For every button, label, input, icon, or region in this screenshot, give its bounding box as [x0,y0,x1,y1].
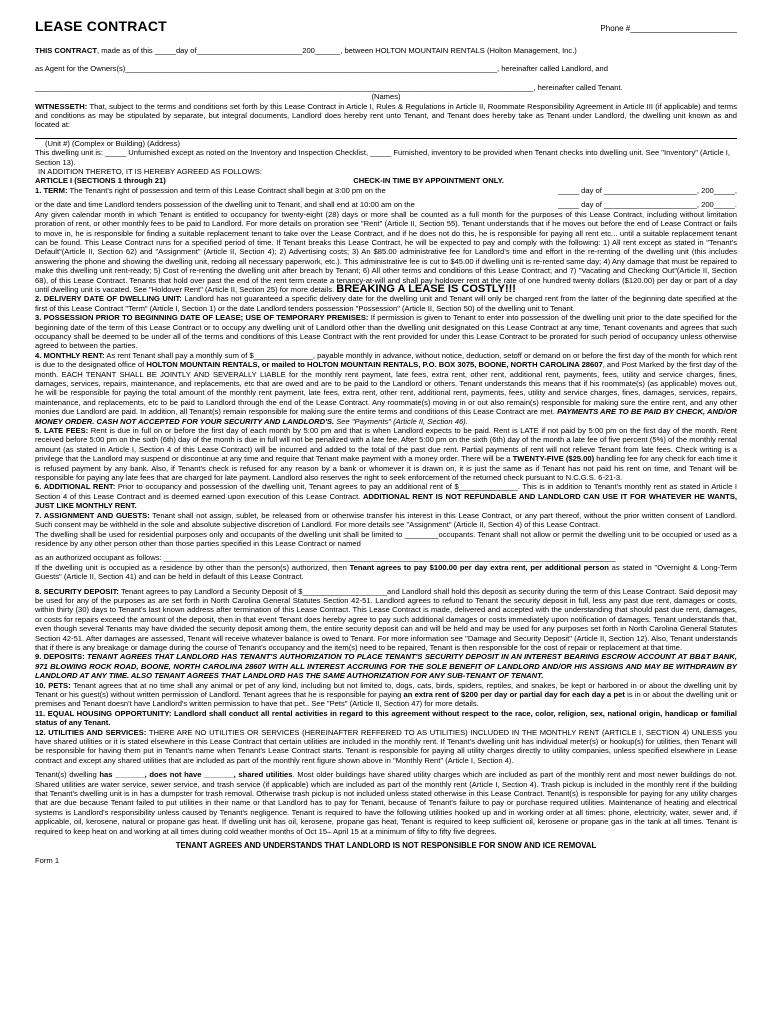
section-4 [35,351,737,426]
section-8-text: Tenant agrees to pay Landlord a Security Deposit of $____________________and Landlord shall hold this deposit as security during the term of this Lease Contract. Said deposit may be used for any of the purposes as are set forth in North Carolina General Statutes Section 42-51. Landlord agrees to refund to Tenant the security deposit in full, less any past due rent, damages or costs, within thirty (30) days to Tenant's last known address after termination of this Lease Contract. This Lease Contract is made, delivered and accepted with the understanding that should past due rent, damages, or costs for repairs exceed the amount of the deposit, then in that event Tenant does hereby agree to pay such additional damages or costs immediately upon notification of damages. Tenant understands that, even though several Tenants may have divided the security deposit among them, the entire security deposit can and will be held and may be used for any purposes set forth in North Carolina General Statutes Section 42-51. After damages are assessed, Tenant will receive whatever balance is owed to Tenant. For more information see "Damage and Security Deposit" (Article II, Section 12). Also, Tenant understands that if there is any breakage or damage during the course of Tenant's occupancy and the item(s) need to be repaired, Tenant is then responsible for the cost of repair or replacement at that time. [35,586,737,652]
section-12-shared [35,770,737,836]
section-4-label: 4. MONTHLY RENT: [35,350,105,360]
section-10 [35,681,737,709]
section-12-shared-text: . Most older buildings have shared utility charges which are included as part of the monthly rent and most newer buildings do not. Shared utilities are water service, sewer service, and trash service (if applicable) which are included as part of the monthly rent (Article I, Section 4). Trash pickup is included in the monthly rent if the building that Tenant's dwelling unit is in has a dumpster for trash removal. Otherwise trash pickup is not included unless stated otherwise in this Lease Contract. Tenant(s) is responsible for paying for any utility charges that are due because Tenant failed to put utilities in their name or that Landlord has to pay for Tenant, because of Tenant's failure to pay or purchase required utilities. Maintenance of heating and electrical systems is Landlord's responsibility unless caused by Tenant's negligence. Tenant is required to have the following utilities hooked up and in working order at all times: phone, electricity, water, sewer and, if applicable, oil, kerosene, natural or propane gas heat. If dwelling unit has oil, kerosene, propane gas heat, Tenant is required to keep sufficient oil, kerosene or propane gas in the tank at all times. Tenant is required to keep heat on and working at all times during cold weather months of Oct 15– April 15 at a minimum of fifty to fifty five degrees. [35,770,737,836]
section-4-see: See "Payments" (Article II, Section 46). [334,416,468,426]
section-7-extra-rent: Tenant agrees to pay $100.00 per day extra rent, per additional person [349,562,609,572]
term-line-2 [35,200,737,209]
section-11 [35,709,737,728]
section-9 [35,652,737,680]
section-2-text: Landlord has not guaranteed a specific delivery date for the dwelling unit and Tenant will only be charged rent from the latter of the beginning date specified at the first of this Lease Contract "Term" (Article I, Section 1) or the date Landlord tenders possession "Possession" (Article II, Section 50) of the dwelling unit to Tenant. [35,294,737,313]
breaking-lease-warning: BREAKING A LEASE IS COSTLY!!! [336,282,516,295]
section-6-note: ADDITIONAL RENT IS NOT REFUNDABLE AND LANDLORD CAN USE IT FOR WHATEVER HE WANTS, JUST LIKE MONTHLY RENT. [35,491,737,511]
article-title: ARTICLE I (SECTIONS 1 through 21) [35,176,166,186]
section-3-label: 3. POSSESSION PRIOR TO BEGINNING DATE OF LEASE; USE OF TEMPORARY PREMISES: [35,313,369,323]
section-8-label: 8. SECURITY DEPOSIT: [35,586,119,596]
phone-field: Phone #________________________ [600,24,737,33]
form-number: Form 1 [35,855,60,865]
section-12-shared-lead: Tenant(s) dwelling [35,770,100,780]
section-3-text: If permission is given to Tenant to enter into possession of the dwelling unit prior to the date specified for the beginning date of the term of this Lease Contract or to occupy any dwelling unit of Landlord other than the dwelling unit designated on this Lease Contract at any time, Tenant covenants and agrees that such occupancy shall be deemed to be under all of the terms and conditions of this Lease Contract with the rent provided for under this Lease Contract to be prorated for such period of occupancy unless otherwise agreed to between the parties. [35,313,738,351]
section-7-authorized: as an authorized occupant as follows: ___________________________________________________________________________________________________________ [35,553,616,563]
term-label: 1. TERM: [35,185,68,195]
document-header [35,18,737,46]
section-9-label: 9. DEPOSITS: [35,652,85,662]
snow-notice: TENANT AGREES AND UNDERSTANDS THAT LANDLORD IS NOT RESPONSIBLE FOR SNOW AND ICE REMOVAL [175,841,597,851]
intro-lead: THIS CONTRACT [35,46,98,55]
article-heading [35,176,737,185]
section-5-text-2: handling fee for any check for each time it is refused payment by any bank. Also, if Tenant's check is refused for any reason by a bank or whomever it is drawn on, it is just the same as if Tenant has not paid his rent on time, and Tenant will be responsible for paying any late fees that are charged for late payment. Landlord also reserves the right to seek enforcement of the returned check pursuant to N.C.G.S. 6-21-3. [35,454,737,483]
intro-line-3: ______________________________________________________________________________________________________________________, hereinafter called Tenant. [35,82,623,92]
section-8 [35,587,737,653]
furnishing-line: This dwelling unit is: _____ Unfurnished except as noted on the Inventory and Inspection Checklist, _____ Furnished, inventory to be provided when Tenant checks into dwelling unit. See "Inventory" (Article I, Section 13). [35,148,730,167]
section-7 [35,511,737,530]
unit-labels: (Unit #) (Complex or Building) (Address) [45,138,181,148]
term-end-date: _____ day of ______________________, 200_____. [557,200,737,210]
section-7-extra-text-2: as stated in "Overnight & Long-Term Guests" (Article II, Section 41) and can be held in default of this Lease Contract. [35,562,737,582]
section-12-text: THERE ARE NO UTILITIES OR SERVICES (HEREINAFTER REFFERED TO AS UTILITIES) INCLUDED IN THE MONTHLY RENT (ARTICLE I, SECTION 4) UNLESS you have shared utilities or it is stated elsewhere in this Lease Contract that certain utilities are included in the monthly rent. If Tenant's dwelling unit has individual meter(s) or hookup(s) for utilities, then Tenant will be responsible for having them put in Tenant's name when Tenant's Lease Contract starts. Tenant is responsible for paying all utility charges directly to utility companies, unless specified elsewhere in Lease contract and except any shared utilities that are included as part of the monthly rent figure shown above in "Monthly Rent" (Article I, Section 4). [35,727,737,765]
term-line-1 [35,186,737,195]
witnesseth-paragraph [35,102,737,130]
term-text: The Tenant's right of possession and term of this Lease Contract shall begin at 3:00 pm on the [67,185,386,195]
section-5-fee: TWENTY-FIVE ($25.00) [512,454,595,464]
section-11-label: 11. EQUAL HOUSING OPPORTUNITY: [35,708,172,718]
section-10-label: 10. PETS: [35,680,71,690]
agreed-line: IN ADDITION THERETO, IT IS HEREBY AGREED AS FOLLOWS: [38,167,262,177]
address-line [35,130,737,139]
names-caption: (Names) [371,92,401,102]
section-5-label: 5. LATE FEES: [35,426,89,436]
section-2 [35,294,737,313]
section-7-occupancy: The dwelling shall be used for residential purposes only and occupants of the dwelling unit shall be limited to ________occupants. Tenant shall not allow or permit the dwelling unit to be occupied or used as a residence by any other person other than those parties specified in this Lease Contract or named [35,529,737,548]
intro-line-1-rest: , made as of this _____day of_________________________200______, between HOLTON MOUNTAIN RENTALS (Holton Management, Inc.) [97,46,577,55]
section-2-label: 2. DELIVERY DATE OF DWELLING UNIT: [35,294,182,304]
intro-line-2: as Agent for the Owners(s)________________________________________________________________________________________, hereinafter called Landlord, and [35,64,608,74]
section-3 [35,313,737,351]
section-9-text: TENANT AGREES THAT LANDLORD HAS TENANT'S AUTHORIZATION TO PLACE TENANT'S SECURITY DEPOSIT IN AN INTEREST BEARING ESCROW ACCOUNT AT BB&T BANK, 971 BLOWING ROCK ROAD, BOONE, NORTH CAROLINA 28607 WITH ALL INTEREST ACCRUING FOR THE SOLE BENEFIT OF LANDLORD AND/OR HIS ASSIGNS AND MAY BE WITHDRAWN BY LANDLORD AT ANY TIME. ALSO TENANT AGREES THAT LANDLORD HAS THE SAME AUTHORIZATION FOR ANY SUB-TENANT OF TENANT. [35,652,737,681]
checkin-note: CHECK-IN TIME BY APPOINTMENT ONLY. [353,176,504,186]
term-body-text: Any given calendar month in which Tenant is entitled to occupancy for twenty-eight (28) days or more shall be counted as a full month for the purposes of this Lease Contract, including without limitation proration of rent, or other monthly fees to be paid to Landlord. For more details on proration see "Rent" (Article II, Section 55). Tenant understands that if he moves out before the end of Lease Contract or fails to move in, he is responsible for finding a suitable replacement tenant to take over the Lease Contract, and if he does not do this, he is responsible for paying all rent etc... until a suitable replacement tenant can be found. This Lease Contract runs for a specified period of time. If Tenant breaks this Lease Contract, he will be expected to pay and comply with the following: 1) All rent except as stated in "Tenant's Default"(Article II, Section 62) and "Assignment" (Article II, Section 4); 2) Advertising costs; 3) An $85.00 administrative fee for Landlord's time and effort in the re-renting of the dwelling unit (this includes answering the phone and showing the dwelling unit, redoing all necessary paperwork, etc.). This administrative fee is cut to $45.00 if dwelling unit is re-rented same day; 4) Any damage that must be repaired to make this dwelling unit rent-ready; 5) Cost of re-renting the dwelling unit after breach by Tenant; 6) All other terms and conditions of this Lease Contract; and 7) "Vacating and Checking Out"(Article II, Section 68), of this Lease Contract. Tenants that hold over past the end of the rent term create a tenancy-at-will and shall pay holdover rent at the rate of one hundred twenty dollars ($120.00) per day or part of a day until dwelling unit is vacated. See "Holdover Rent" (Article II, Section 25) for more details. [35,209,737,294]
section-4-office: HOLTON MOUNTAIN RENTALS, or mailed to HOLTON MOUNTAIN RENTALS, P.O. BOX 3075, BOONE, NORTH CAROLINA 28607 [146,360,603,370]
lease-document [35,18,738,865]
term-start-date: _____ day of ______________________, 200_____, [557,185,737,195]
intro-line-1 [35,46,737,55]
section-12-label: 12. UTILITIES AND SERVICES: [35,727,147,737]
section-12-shared-options: has _______, does not have _______, shared utilities [99,770,293,780]
section-11-text: Landlord shall conduct all rental activities in regard to this agreement without respect to the race, color, religion, sex, national origin, handicap or familial status of any Tenant. [35,708,737,728]
section-5 [35,426,737,482]
section-7-text: Tenant shall not assign, sublet, be released from or otherwise transfer his interest in this Lease Contract, or any part thereof, without the prior written consent of Landlord. Such consent may be withheld in the sole and absolute subjective discretion of Landlord. For more details see "Assignment" (Article II, Section 4) of this Lease Contract. [35,510,737,530]
section-4-payment-note: PAYMENTS ARE TO BE PAID BY CHECK, AND/OR MONEY ORDER. CASH NOT ACCEPTED FOR YOUR SECURITY AND LANDLORD'S. [35,407,737,426]
section-4-text-2: , and Post Marked by the first day of the month. EACH TENANT SHALL BE JOINTLY AND SEVERALLY LIABLE for the monthly rent payment, late fees, extra rent, other rent, additional rent, payments, fees, utility and service charges, fines, damages, services, repairs, maintenance, and replacements, etc that are owed and are to be paid to the Landlord or others. Tenant understands this means that if his roommate(s) (as applicable) moves out, he will be responsible for paying the total amount of the monthly rent payment, late fees, extra rent, other rent, additional rent, payments, fees, utility and service charges, fines, damages, services, repairs, maintenance, and replacements, etc to be paid to Landlord through the end of the Lease Contract. Any roommate(s) moving in or out also remain(s) responsible for making sure the entire rent, and any other monies due Landlord are paid. In addition, all Tenant(s) remain responsible for making sure the entire terms and conditions of this Lease Contract are met. [35,360,737,417]
section-6 [35,482,737,510]
section-7-extra-text: If the dwelling unit is occupied as a residence by other than the person(s) authorized, then [35,562,350,572]
section-7-extra [35,563,737,582]
section-5-text: Rent is due in full on or before the first day of each month by 5:00 pm and that is when Landlord expects to be paid. Rent is LATE if not paid by 5:00 pm on the first day of the month. Rent received before 5:00 pm on the sixth (6th) day of the month is due in full will not be penalized with a late fee. After 5:00 pm on the sixth (6th) day of the month a late fee of five percent (5%) of the monthly rental amount (as stated in Article I, Section 4 of this Lease Contract) will be incurred and added to the total of the past due rent. Partial payments of rent will not relieve Tenant from late fees. Check writing is a privilege that the Landlord may suspend or discontinue at any time and require that Tenant make payment with a money order. There will be a [35,426,737,464]
section-4-text: As rent Tenant shall pay a monthly sum of $______________, payable monthly in advance, without notice, deduction, setoff or demand on or before the first day of the month for which rent is due to the designated office of [35,350,737,370]
term-end-text: or the date and time Landlord tenders possession of the dwelling unit to Tenant, and shall end at 10:00 am on the [35,200,415,210]
section-12 [35,728,737,766]
document-title: LEASE CONTRACT [35,18,167,34]
section-6-text: Prior to occupancy and possession of the dwelling unit, Tenant agrees to pay an additional rent of $______________. This is in addition to Tenant's monthly rent as stated in Article I Section 4 of this Lease Contract and is deemed earned upon execution of this Lease Contract. [35,482,737,501]
witnesseth-text: That, subject to the terms and conditions set forth by this Lease Contract in Article I, Rules & Regulations in Article II, Roommate Responsibility Agreement in Article III (if applicable) and terms and conditions as may be stipulated by separate, but integral documents, Landlord does hereby rent unto Tenant, and Tenant does hereby take as Tenant under Landlord, the dwelling unit known as and located at: [35,101,737,130]
section-10-text: Tenant agrees that at no time shall any animal or pet of any kind, including but not limited to, dogs, cats, birds, spiders, reptiles, and snakes, be kept or harbored in or about the dwelling unit by Tenant or his guest(s) without written permission of Landlord. Tenant agrees that he is responsible for paying [35,680,738,699]
section-10-pet-rent: an extra rent of $200 per day or partial day for each day a pet [403,690,625,699]
section-6-label: 6. ADDITIONAL RENT: [35,482,116,492]
section-10-text-2: is in or about the dwelling unit or premises and Tenant doesn't have Landlord's written permission to have that pet.. See "Pets" (Article II, Section 47) for more details. [35,690,737,709]
witnesseth-label: WITNESSETH: [35,101,88,111]
section-7-label: 7. ASSIGNMENT AND GUESTS: [35,510,150,520]
term-body [35,210,737,295]
